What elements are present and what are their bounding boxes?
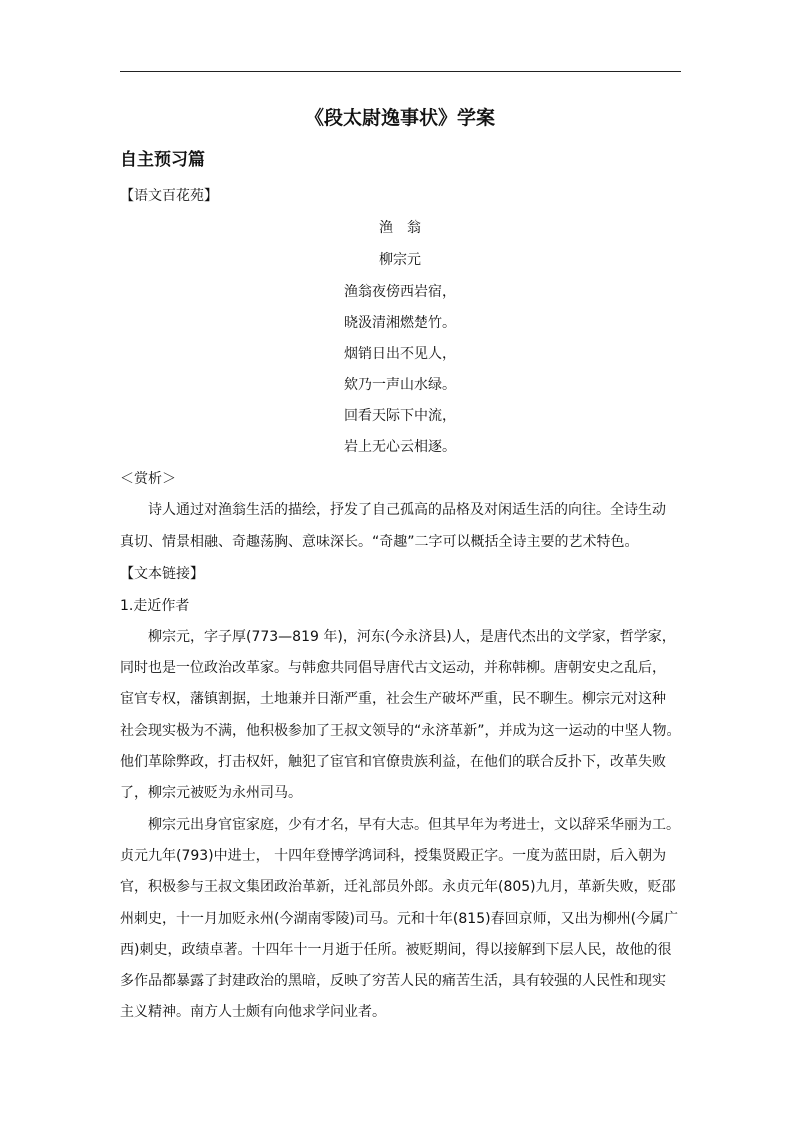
page-title: 《段太尉逸事状》学案 [304,107,495,129]
text-line: 贞元九年(793)中进士， 十四年登博学鸿词科，授集贤殿正字。一度为蓝田尉，后入朝为 [120,848,667,865]
text-line: 烟销日出不见人， [344,346,456,362]
item-heading: 1.走近作者 [120,598,190,614]
text-line: 诗人通过对渔翁生活的描绘，抒发了自己孤高的品格及对闲适生活的向往。全诗生动 [148,502,666,518]
subsection-heading: 【语文百花苑】 [120,188,218,204]
text-line: 渔翁夜傍西岩宿， [344,284,456,300]
text-line: 真切、情景相融、奇趣荡胸、意味深长。“奇趣”二字可以概括全诗主要的艺术特色。 [120,534,639,550]
text-line: 柳宗元出身官宦家庭，少有才名，早有大志。但其早年为考进士，文以辞采华丽为工。 [148,817,680,833]
poem-title: 渔 翁 [379,220,421,236]
poem-author: 柳宗元 [379,252,421,268]
text-line: 同时也是一位政治改革家。与韩愈共同倡导唐代古文运动，并称韩柳。唐朝安史之乱后， [120,660,666,677]
text-line: 晓汲清湘燃楚竹。 [344,315,456,331]
header-rule [120,71,681,72]
text-line: 柳宗元，字子厚(773—819 年)，河东(今永济县)人，是唐代杰出的文学家，哲学家， [148,629,676,645]
text-line: 欸乃一声山水绿。 [344,377,456,393]
text-line: 州刺史，十一月加贬永州(今湖南零陵)司马。元和十年(815)春回京师，又出为柳州(今属广 [120,910,679,927]
text-line: 社会现实极为不满，他积极参加了王叔文领导的“永济革新”，并成为这一运动的中坚人物。 [120,722,681,739]
text-line: 西)刺史，政绩卓著。十四年十一月逝于任所。被贬期间，得以接解到下层人民，故他的很 [120,941,672,958]
text-line: 岩上无心云相逐。 [344,439,456,455]
section-heading: 自主预习篇 [120,150,205,170]
text-line: 回看天际下中流， [344,408,456,424]
text-line: 多作品都暴露了封建政治的黑暗，反映了穷苦人民的痛苦生活，具有较强的人民性和现实 [120,973,666,989]
text-line: 官，积极参与王叔文集团政治革新，迁礼部员外郎。永贞元年(805)九月，革新失败，贬邵 [120,879,676,896]
text-line: 他们革除弊政，打击权奸，触犯了宦官和官僚贵族利益，在他们的联合反扑下，改革失败 [120,753,666,770]
text-line: 宦官专权，藩镇割据，土地兼并日渐严重，社会生产破坏严重，民不聊生。柳宗元对这种 [120,691,666,708]
subsection-heading: 【文本链接】 [120,566,204,582]
text-line: 主义精神。南方人士颇有向他求学问业者。 [120,1004,386,1021]
appreciation-label: ＜赏析＞ [120,471,176,487]
text-line: 了，柳宗元被贬为永州司马。 [120,785,302,801]
